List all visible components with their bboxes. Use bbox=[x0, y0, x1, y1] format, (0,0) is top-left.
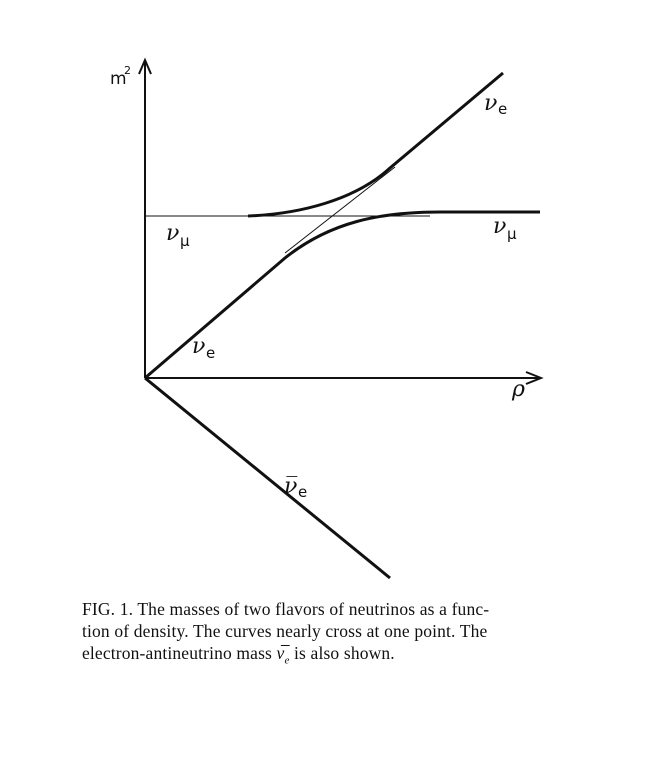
upper-mass-curve bbox=[248, 73, 503, 216]
svg-text:ν: ν bbox=[493, 214, 507, 239]
svg-text:e: e bbox=[298, 483, 308, 501]
svg-text:e: e bbox=[498, 100, 508, 118]
label-nu-e-lower bbox=[192, 334, 215, 362]
label-nu-e-upper bbox=[484, 91, 507, 118]
figure-caption bbox=[82, 598, 642, 672]
svg-text:μ: μ bbox=[507, 225, 517, 243]
caption-line-2: tion of density. The curves nearly cross at one point. The bbox=[82, 621, 488, 641]
antineutrino-line bbox=[145, 378, 390, 578]
svg-text:ν̅: ν̅ bbox=[284, 474, 298, 499]
y-axis-label: m bbox=[110, 69, 127, 89]
svg-text:μ: μ bbox=[180, 232, 190, 250]
caption-line-1: FIG. 1. The masses of two flavors of neutrinos as a func- bbox=[82, 599, 490, 619]
label-nu-mu-left bbox=[166, 221, 190, 250]
x-axis-label: ρ bbox=[512, 377, 525, 402]
caption-line-3-pre: electron-antineutrino mass bbox=[82, 643, 277, 663]
svg-text:ν: ν bbox=[166, 221, 180, 246]
svg-text:ν: ν bbox=[192, 334, 206, 359]
label-nu-mu-right bbox=[493, 214, 517, 243]
caption-antineutrino-sub: e bbox=[284, 654, 290, 667]
caption-line-3-post: is also shown. bbox=[289, 643, 395, 663]
svg-text:ν: ν bbox=[484, 91, 498, 116]
caption-antineutrino-symbol: ν̅ bbox=[276, 643, 285, 663]
y-axis-label-sup: 2 bbox=[124, 64, 131, 77]
caption-line-3 bbox=[82, 642, 642, 672]
svg-text:e: e bbox=[206, 344, 216, 362]
label-nu-e-bar bbox=[284, 474, 307, 501]
